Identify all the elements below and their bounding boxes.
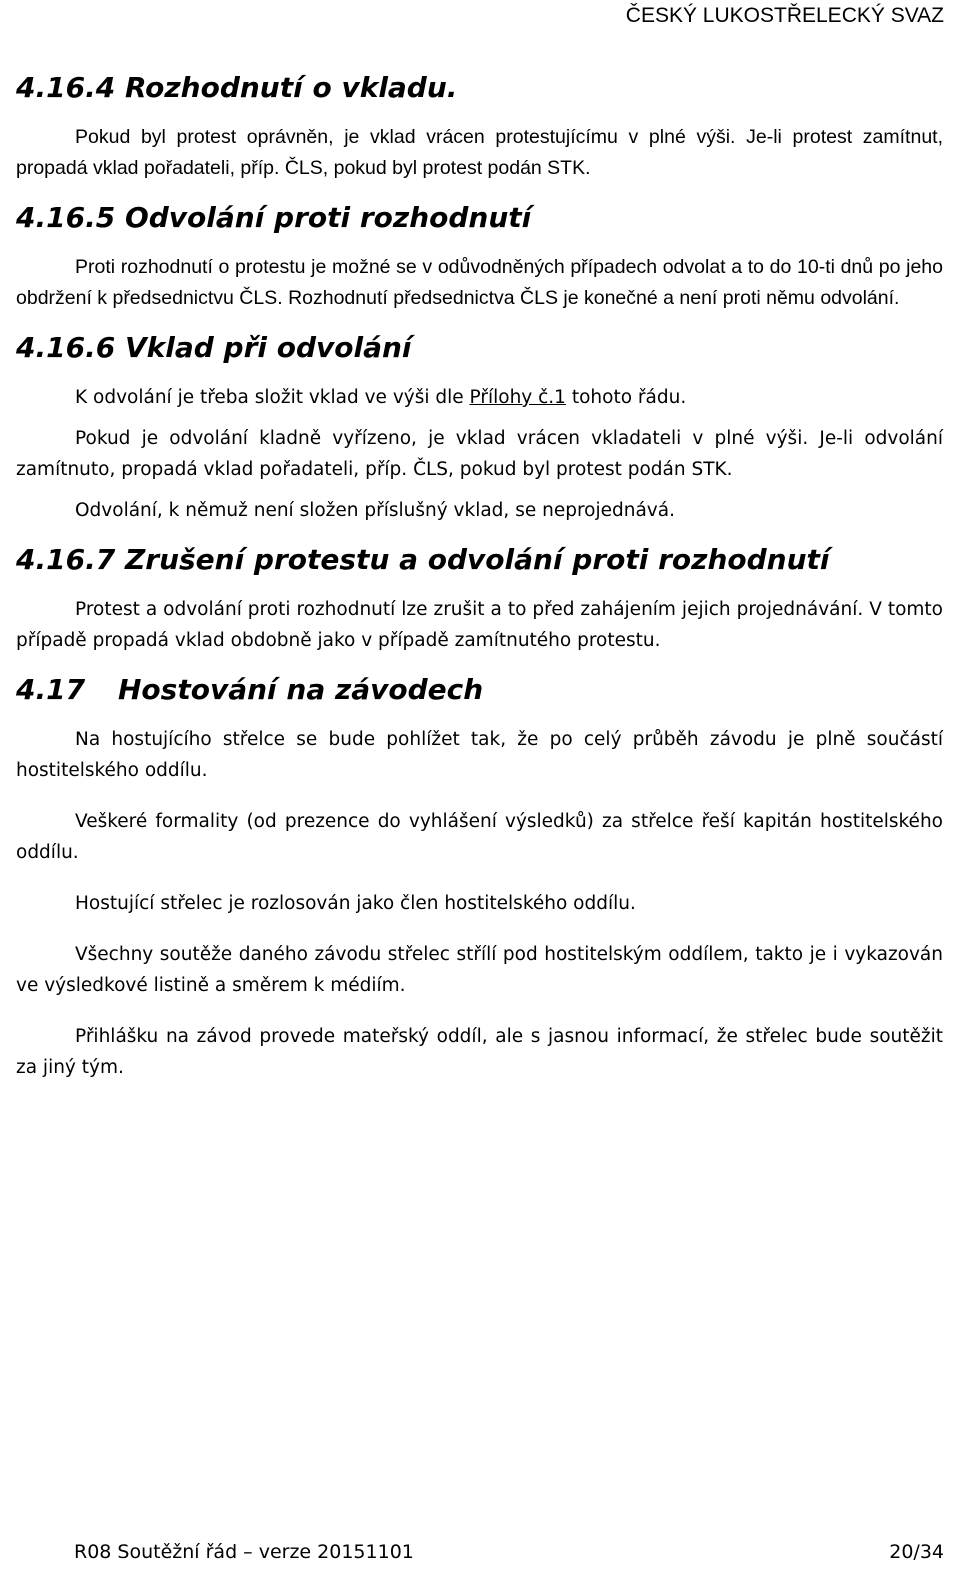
paragraph: Pokud je odvolání kladně vyřízeno, je vklad vrácen vkladateli v plné výši. Je-li odvolání zamítnuto, propadá vklad pořadateli, příp. ČLS, pokud byl protest podán STK.: [16, 428, 943, 480]
paragraph: Pokud byl protest oprávněn, je vklad vrácen protestujícímu v plné výši. Je-li protest zamítnut, propadá vklad pořadateli, příp. ČLS, pokud byl protest podán STK.: [16, 126, 943, 179]
paragraph: Proti rozhodnutí o protestu je možné se v odůvodněných případech odvolat a to do 10-ti dnů po jeho obdržení k předsednictvu ČLS. Rozhodnutí předsednictva ČLS je konečné a není proti němu odvolání.: [16, 256, 943, 309]
section-4-17: [16, 670, 943, 1083]
section-4-16-4: [16, 68, 943, 184]
paragraph: Na hostujícího střelce se bude pohlížet tak, že po celý průběh závodu je plně součástí hostitelského oddílu.: [16, 729, 943, 781]
section-4-16-5: [16, 198, 943, 314]
paragraph: Odvolání, k němuž není složen příslušný vklad, se neprojednává.: [75, 500, 675, 521]
paragraph: Všechny soutěže daného závodu střelec střílí pod hostitelským oddílem, takto je i vykazován ve výsledkové listině a směrem k médiím.: [16, 944, 943, 996]
section-title: Hostování na závodech: [118, 673, 484, 706]
paragraph: Hostující střelec je rozlosován jako člen hostitelského oddílu.: [75, 893, 636, 914]
heading-4-16-6: 4.16.6 Vklad při odvolání: [16, 331, 412, 364]
section-4-16-6: [16, 328, 943, 526]
heading-4-16-7: 4.16.7 Zrušení protestu a odvolání proti rozhodnutí: [16, 543, 830, 576]
appendix-link[interactable]: Přílohy č.1: [469, 387, 566, 408]
section-number: 4.17: [16, 673, 86, 706]
paragraph: Přihlášku na závod provede mateřský oddíl, ale s jasnou informací, že střelec bude soutěžit za jiný tým.: [16, 1026, 943, 1078]
text: tohoto řádu.: [565, 387, 687, 408]
heading-4-16-4: 4.16.4 Rozhodnutí o vkladu.: [16, 71, 458, 104]
page-number: 20/34: [889, 1541, 944, 1563]
paragraph: Veškeré formality (od prezence do vyhlášení výsledků) za střelce řeší kapitán hostitelského oddílu.: [16, 811, 943, 863]
heading-4-17: [16, 670, 943, 710]
running-header: ČESKÝ LUKOSTŘELECKÝ SVAZ: [625, 4, 944, 27]
section-4-16-7: [16, 540, 943, 656]
page-content: [16, 68, 943, 1103]
page-footer: [74, 1540, 944, 1563]
text: K odvolání je třeba složit vklad ve výši dle: [75, 387, 470, 408]
paragraph: Protest a odvolání proti rozhodnutí lze zrušit a to před zahájením jejich projednávání. V tomto případě propadá vklad obdobně jako v případě zamítnutého protestu.: [16, 599, 943, 651]
heading-4-16-5: 4.16.5 Odvolání proti rozhodnutí: [16, 201, 532, 234]
document-version: R08 Soutěžní řád – verze 20151101: [74, 1541, 414, 1563]
paragraph: [16, 382, 943, 413]
